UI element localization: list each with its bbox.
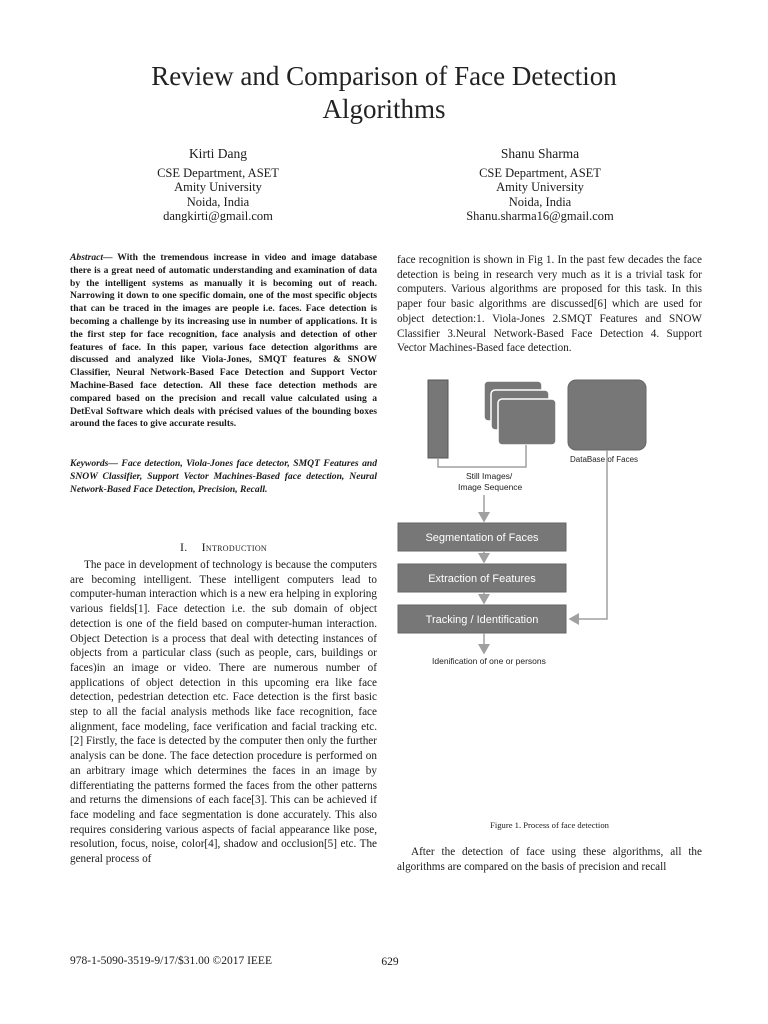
paper-title [60, 60, 708, 126]
keywords [70, 458, 377, 496]
abstract-label: Abstract— [70, 252, 113, 263]
author-block-1 [103, 147, 333, 224]
still-images-label: Still Images/ [466, 471, 513, 481]
step-extraction-label: Extraction of Features [428, 573, 536, 585]
author-name: Shanu Sharma [500, 146, 580, 161]
database-label: DataBase of Faces [570, 455, 639, 464]
page-number: 629 [381, 956, 399, 968]
author-university: Amity University [496, 180, 584, 194]
author-location: Noida, India [186, 194, 250, 209]
section-number: I. [180, 540, 188, 554]
author-name: Kirti Dang [188, 146, 248, 161]
abstract-text: With the tremendous increase in video and image database there is a great need of automatic understanding and examination of data by the intelligent systems as manually it is becoming out of reach. Narrowing it down to one specific domain, one of the most specific objects that can be traced in the images are people i.e. faces. Face detection is becoming a challenge by its increasing use in number of applications. It is the first step for face recognition, face analysis and detection of other features of face. In this paper, various face detection algorithms are discussed and analyzed like Viola-Jones, SMQT features & SNOW Classifier, Neural Network-Based Face Detection and Support Vector Machine-Based face detection. All these face detection methods are compared based on the precision and recall value calculated using a DetEval Software which deals with précised values of the bounding boxes around the faces to give accurate results. [70, 252, 377, 430]
image-sequence-label: Image Sequence [458, 482, 523, 492]
step-segmentation-label: Segmentation of Faces [425, 532, 539, 544]
input-connector-2 [484, 445, 526, 467]
introduction-paragraph: The pace in development of technology is because the computers are becoming intelligent. These intelligent computers lead to computer-human interaction which is a new era helping in exploring various fields[1]. Face detection i.e. the sub domain of object detection is one of the field based on computer-human interaction. Object Detection is a process that deal with detecting instances of objects from a particular class (such as people, cars, buildings or faces)in an image or video. There are numerous number of applications of object detection in this upcoming era like face detection, pedestrian detection etc. Face detection is the first basic step to all the facial analysis methods like face recognition, face alignment, face modeling, face verification and facial tracking etc.[2] Firstly, the face is detected by the computer then only the further analysis can be done. The face detection procedure is performed on an arbitrary image which determines the faces in an image by differentiating the patterns formed the faces from the other patterns and returns the dimensions of each face[3]. This can be achieved if face modeling and face segmentation is done accurately. This also requires considering various aspects of facial appearance like pose, resolution, focus, noise, color[4], shadow and occlusion[5] etc. The general process of [70, 559, 377, 866]
author-email[interactable]: dangkirti@gmail.com [163, 209, 273, 223]
author-block-2 [425, 147, 655, 224]
author-email[interactable]: Shanu.sharma16@gmail.com [466, 209, 614, 223]
figure-process-diagram [396, 375, 706, 675]
abstract [70, 252, 377, 431]
still-image-frame [428, 380, 448, 458]
database-connector [570, 450, 607, 619]
output-label: Idenification of one or persons [432, 656, 546, 666]
author-location: Noida, India [508, 194, 572, 209]
keywords-text: Face detection, Viola-Jones face detector, SMQT Features and SNOW Classifier, Support Vector Machines-Based face detection, Neural Network-Based Face Detection, Precision, Recall. [70, 458, 377, 495]
copyright-footer: 978-1-5090-3519-9/17/$31.00 ©2017 IEEE [70, 955, 272, 967]
section-heading-introduction [70, 540, 377, 555]
author-university: Amity University [174, 180, 262, 194]
author-department: CSE Department, ASET [157, 165, 279, 180]
input-connector [438, 458, 484, 467]
right-column-paragraph-2: After the detection of face using these algorithms, all the algorithms are compared on the basis of precision and recall [397, 846, 702, 873]
paper-title-line-1: Review and Comparison of Face Detection [151, 61, 617, 91]
section-title: Introduction [201, 540, 267, 554]
step-tracking-label: Tracking / Identification [425, 614, 539, 626]
paper-title-line-2: Algorithms [322, 94, 446, 124]
figure-caption: Figure 1. Process of face detection [490, 820, 609, 830]
keywords-label: Keywords— [70, 458, 118, 469]
author-department: CSE Department, ASET [479, 165, 601, 180]
right-column-paragraph: face recognition is shown in Fig 1. In the past few decades the face detection is being in research very much as it is a trivial task for computers. Various algorithms are proposed for this task. In this paper four basic algorithms are discussed[6] which are used for object detection:1. Viola-Jones 2.SMQT Features and SNOW Classifier 3.Neural Network-Based Face Detection 4. Support Vector Machines-Based face detection. [397, 254, 702, 355]
image-sequence-frame-3 [498, 399, 556, 445]
database-box [568, 380, 646, 450]
